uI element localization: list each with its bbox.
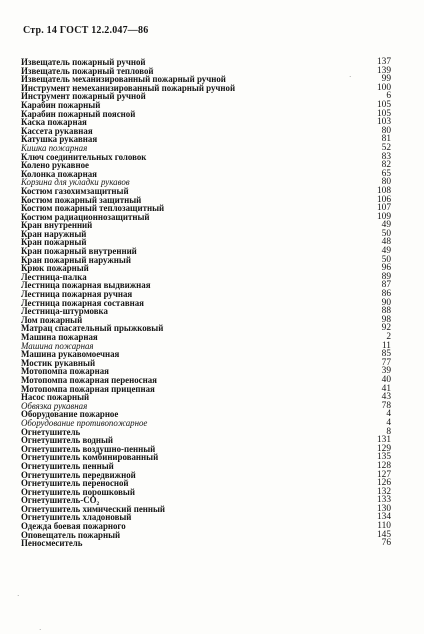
index-page-number: 131 bbox=[376, 435, 391, 446]
index-page-number: 92 bbox=[381, 323, 391, 334]
index-term: Кран внутренний bbox=[21, 220, 93, 231]
index-page-number: 78 bbox=[381, 400, 391, 411]
index-term: Лестница-штурмовка bbox=[21, 306, 108, 317]
index-term: Кран пожарный внутренний bbox=[21, 246, 137, 257]
index-term: Мотопомпа пожарная переносная bbox=[21, 374, 157, 385]
index-page-number: 110 bbox=[377, 521, 391, 532]
index-page-number: 87 bbox=[381, 280, 391, 291]
index-term: Огнетушитель воздушно-пенный bbox=[21, 443, 156, 454]
index-term: Огнетушитель водный bbox=[21, 435, 114, 446]
index-term: Лестница-палка bbox=[21, 271, 87, 282]
index-term: Мотопомпа пожарная прицепная bbox=[21, 383, 155, 394]
index-page-number: 81 bbox=[381, 134, 391, 145]
index-term: Кишка пожарная bbox=[21, 142, 88, 153]
index-term: Огнетушитель передвижной bbox=[21, 469, 136, 480]
index-page-number: 39 bbox=[381, 366, 391, 377]
index-term: Обвязка рукавная bbox=[21, 400, 88, 411]
index-page-number: 2 bbox=[386, 332, 391, 342]
index-page-number: 50 bbox=[381, 228, 391, 239]
index-term: Огнетушитель хладоновый bbox=[21, 512, 132, 523]
index-term: Огнетушитель переносной bbox=[21, 478, 129, 489]
index-page-number: 105 bbox=[376, 108, 391, 119]
index-term: Оповещатель пожарный bbox=[21, 529, 121, 540]
index-term: Огнетушитель bbox=[21, 426, 81, 437]
index-page-number: 106 bbox=[376, 194, 391, 205]
index-page-number: 86 bbox=[381, 289, 391, 300]
index-term: Карабин пожарный bbox=[21, 99, 101, 110]
scan-speck: · bbox=[39, 626, 42, 634]
index-page-number: 145 bbox=[376, 529, 391, 540]
index-page-number: 105 bbox=[376, 99, 391, 110]
index-page-number: 6 bbox=[386, 91, 391, 102]
index-term: Кран наружный bbox=[21, 228, 87, 239]
index-page-number: 130 bbox=[376, 503, 391, 514]
index-page-number: 4 bbox=[386, 409, 391, 420]
index-term: Костюм радиационнозащитный bbox=[21, 211, 150, 222]
index-term: Извещатель механизированный пожарный ручной bbox=[21, 74, 226, 85]
index-page-number: 96 bbox=[381, 263, 391, 274]
index-term: Кассета рукавная bbox=[21, 125, 93, 136]
index-term: Пеносмеситель bbox=[21, 538, 83, 549]
index-term: Лестница пожарная выдвижная bbox=[21, 280, 151, 291]
index-term: Костюм пожарный теплозащитный bbox=[21, 203, 165, 214]
index-page-number: 128 bbox=[376, 460, 391, 471]
index-page-number: 89 bbox=[381, 271, 391, 282]
index-term: Мотопомпа пожарная bbox=[21, 366, 109, 377]
index-page-number: 80 bbox=[381, 125, 391, 136]
index-term: Лестница пожарная составная bbox=[21, 297, 144, 308]
index-page-number: 126 bbox=[376, 478, 391, 489]
index-page-number: 48 bbox=[381, 237, 391, 248]
index-term: Огнетушитель химический пенный bbox=[21, 503, 166, 514]
index-term: Огнетушитель пенный bbox=[21, 460, 114, 471]
index-entry bbox=[21, 539, 391, 548]
index-page-number: 8 bbox=[386, 426, 391, 437]
scan-speck: · bbox=[349, 73, 352, 81]
alphabetical-index bbox=[21, 58, 391, 548]
index-term: Крюк пожарный bbox=[21, 263, 89, 274]
index-term: Огнетушитель комбинированный bbox=[21, 452, 159, 463]
index-term: Инструмент немеханизированный пожарный ручной bbox=[21, 82, 236, 93]
index-term: Лом пожарный bbox=[21, 314, 83, 325]
index-term: Оборудование противопожарное bbox=[21, 417, 148, 428]
index-page-number: 127 bbox=[376, 469, 391, 480]
index-page-number: 83 bbox=[381, 151, 391, 162]
index-page-number: 40 bbox=[381, 374, 391, 385]
index-term: Машина пожарная bbox=[21, 332, 98, 342]
index-page-number: 4 bbox=[386, 417, 391, 428]
index-page-number: 103 bbox=[376, 117, 391, 128]
index-page-number: 85 bbox=[381, 349, 391, 360]
index-term: Машина рукавомоечная bbox=[21, 349, 120, 360]
index-term: Катушка рукавная bbox=[21, 134, 98, 145]
index-page-number: 129 bbox=[376, 443, 391, 454]
index-term: Корзина для укладки рукавов bbox=[21, 177, 130, 188]
index-page-number: 49 bbox=[381, 220, 391, 231]
index-page-number: 132 bbox=[376, 486, 391, 497]
index-page-number: 43 bbox=[381, 392, 391, 403]
index-term: Извещатель пожарный тепловой bbox=[21, 65, 154, 76]
index-term: Извещатель пожарный ручной bbox=[21, 57, 146, 67]
index-term: Карабин пожарный поясной bbox=[21, 108, 136, 119]
index-page-number: 135 bbox=[376, 452, 391, 463]
index-page-number: 50 bbox=[381, 254, 391, 265]
index-term: Огнетушитель-CO₂ bbox=[21, 495, 100, 506]
index-page-number: 108 bbox=[376, 185, 391, 196]
index-term: Мостик рукавный bbox=[21, 357, 96, 368]
index-page-number: 82 bbox=[381, 160, 391, 171]
index-term: Костюм пожарный защитный bbox=[21, 194, 142, 205]
index-term: Лестница пожарная ручная bbox=[21, 289, 133, 300]
index-page-number: 88 bbox=[381, 306, 391, 317]
index-page-number: 41 bbox=[381, 383, 391, 394]
index-page-number: 99 bbox=[381, 74, 391, 85]
index-page-number: 52 bbox=[381, 142, 391, 153]
index-page-number: 100 bbox=[376, 82, 391, 93]
index-page-number: 107 bbox=[376, 203, 391, 214]
index-term: Кран пожарный наружный bbox=[21, 254, 131, 265]
index-term: Колонка пожарная bbox=[21, 168, 97, 179]
index-term: Кран пожарный bbox=[21, 237, 87, 248]
index-page-number: 98 bbox=[381, 314, 391, 325]
index-page-number: 109 bbox=[376, 211, 391, 222]
index-page-number: 77 bbox=[381, 357, 391, 368]
index-page-number: 90 bbox=[381, 297, 391, 308]
index-term: Инструмент пожарный ручной bbox=[21, 91, 146, 102]
index-page-number: 134 bbox=[376, 512, 391, 523]
index-term: Одежда боевая пожарного bbox=[21, 521, 126, 532]
index-term: Каска пожарная bbox=[21, 117, 87, 128]
scan-speck: · bbox=[17, 592, 20, 600]
index-term: Колено рукавное bbox=[21, 160, 89, 171]
index-term: Ключ соединительных головок bbox=[21, 151, 147, 162]
index-term: Насос пожарный bbox=[21, 392, 90, 403]
index-term: Оборудование пожарное bbox=[21, 409, 119, 420]
index-page-number: 49 bbox=[381, 246, 391, 257]
index-term: Костюм газохимзащитный bbox=[21, 185, 129, 196]
index-page-number: 11 bbox=[381, 340, 391, 351]
index-page-number: 80 bbox=[381, 177, 391, 188]
index-page-number: 76 bbox=[381, 538, 391, 549]
index-page-number: 133 bbox=[376, 495, 391, 506]
index-page-number: 137 bbox=[376, 57, 391, 67]
index-page-number: 139 bbox=[376, 65, 391, 76]
index-term: Машина пожарная bbox=[21, 340, 94, 351]
index-page-number: 65 bbox=[381, 168, 391, 179]
index-term: Огнетушитель порошковый bbox=[21, 486, 135, 497]
index-term: Матрац спасательный прыжковый bbox=[21, 323, 164, 334]
page-header: Стр. 14 ГОСТ 12.2.047—86 bbox=[23, 25, 149, 36]
